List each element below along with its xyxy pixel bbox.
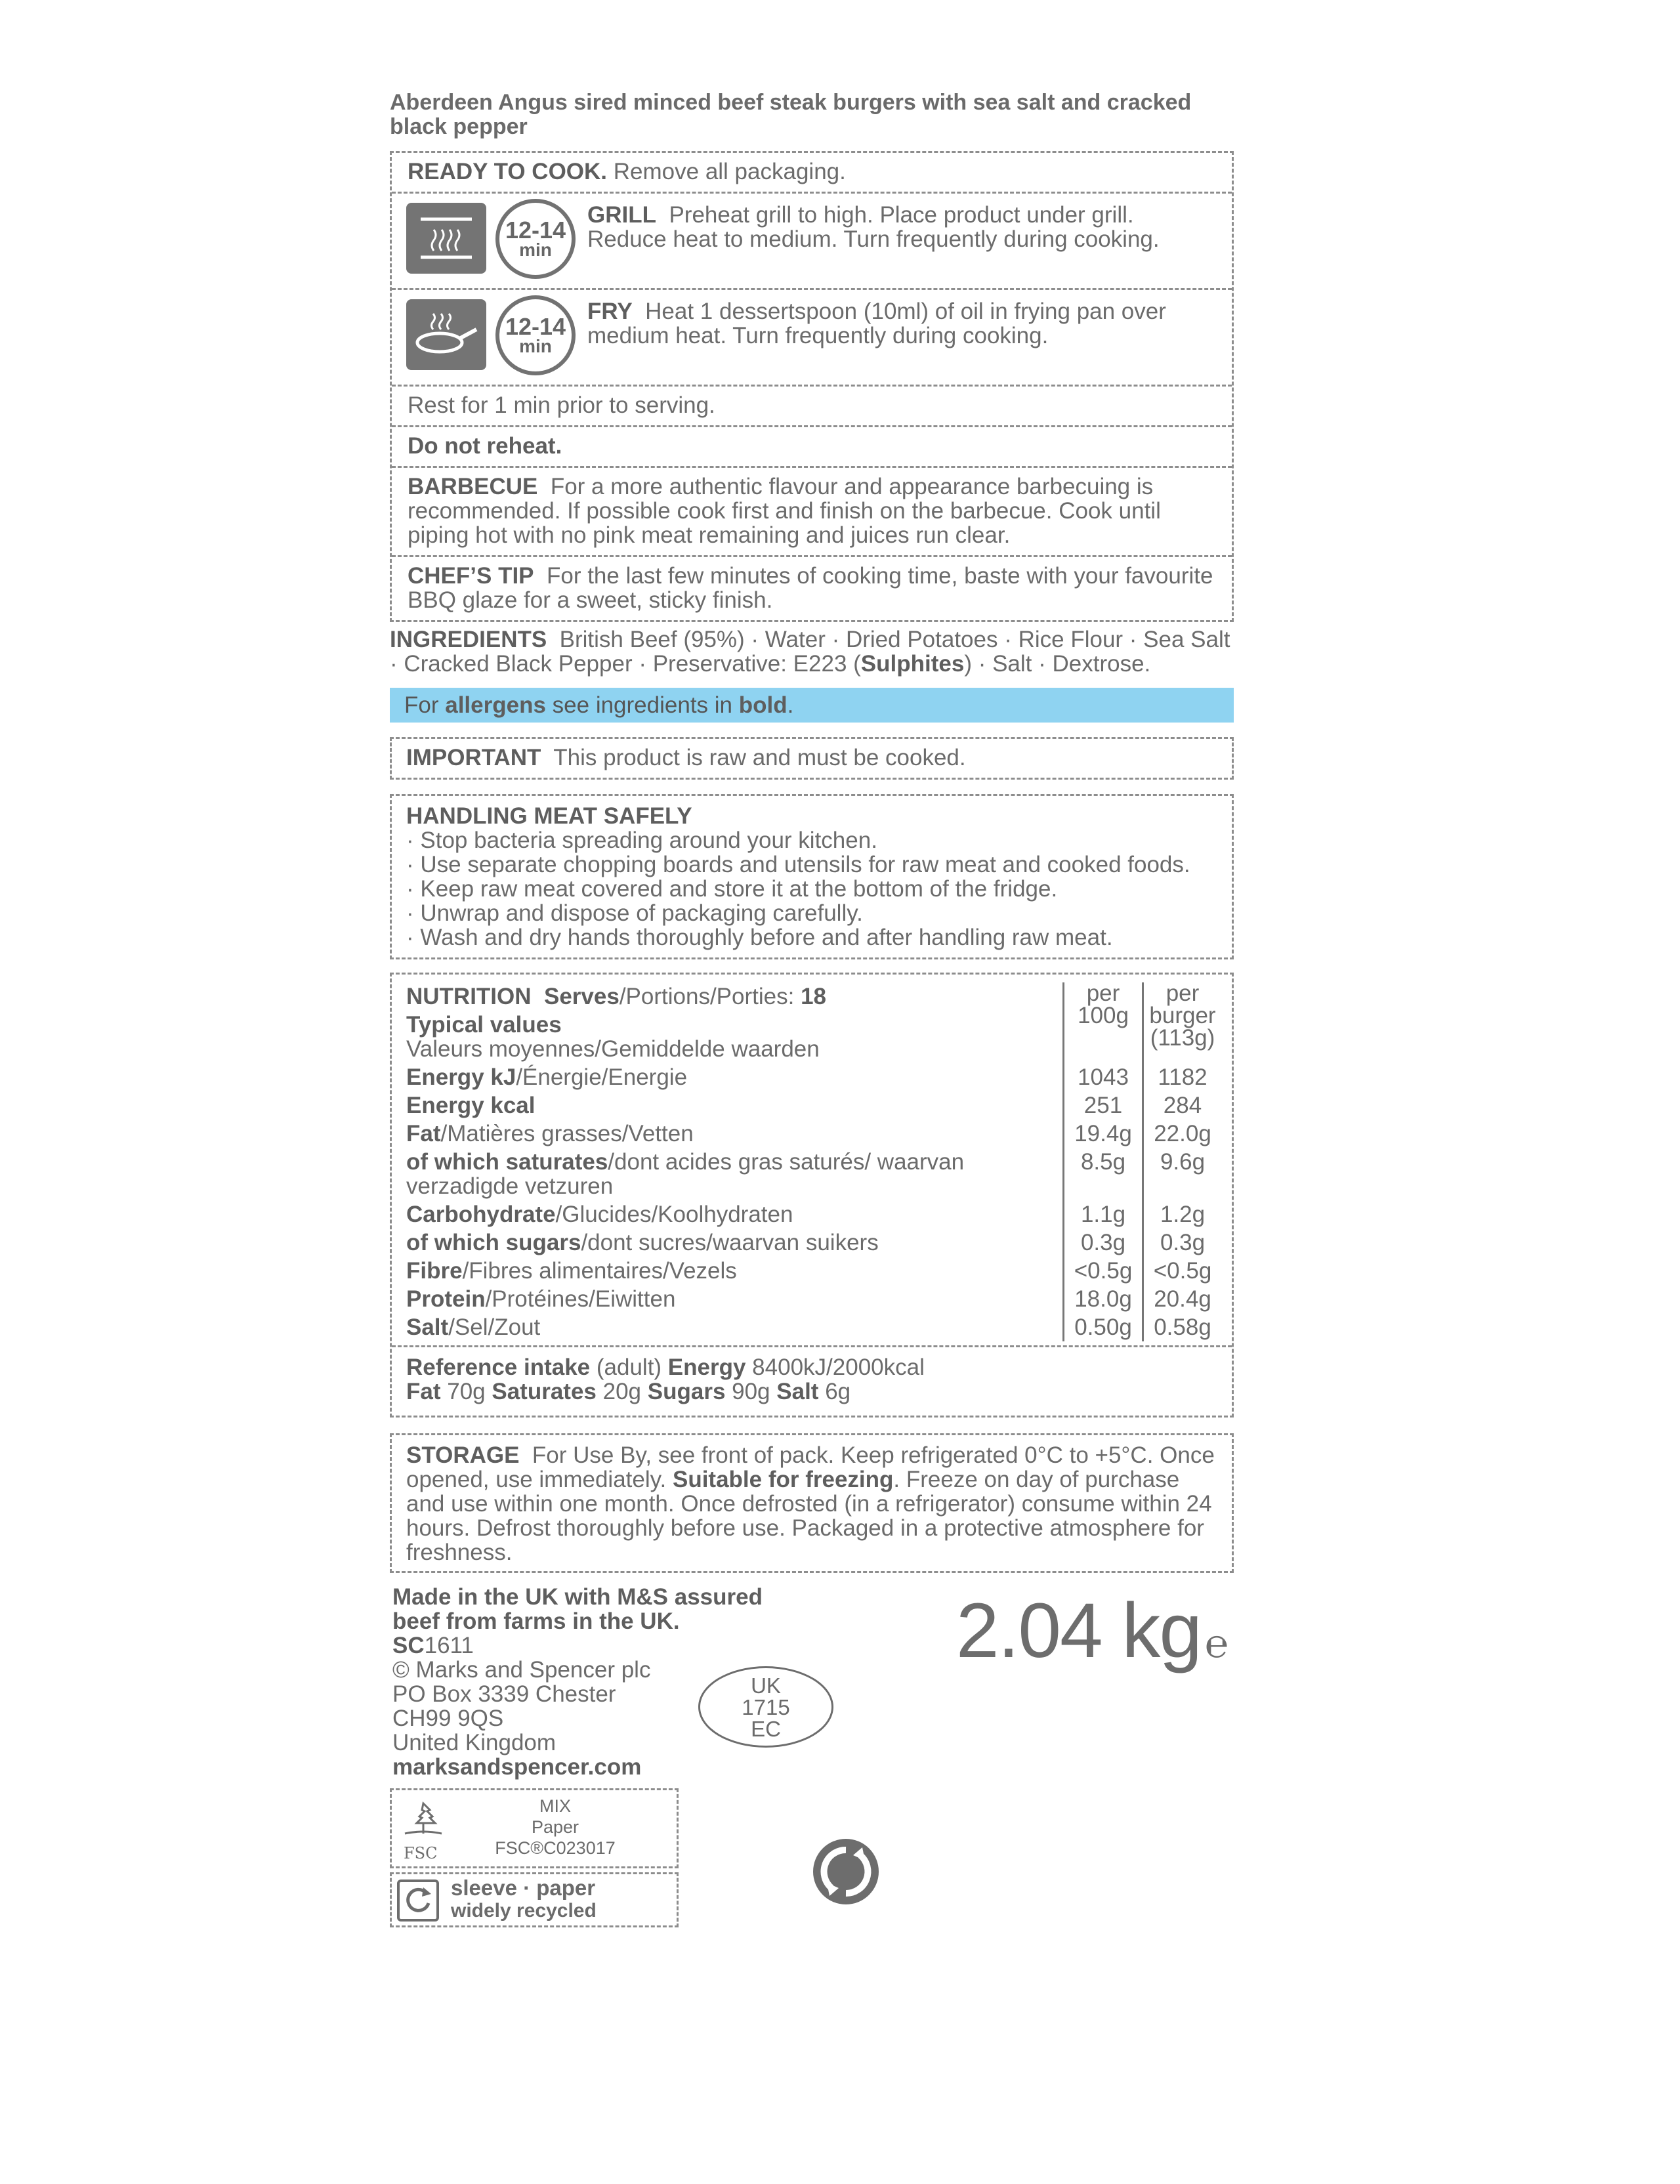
list-item: · Use separate chopping boards and utensils for raw meat and cooked foods. — [406, 852, 1190, 877]
oval-line-2: 1715 — [742, 1694, 790, 1719]
nutrient-translation: /Énergie/Energie — [516, 1064, 688, 1090]
nutrient-label — [406, 1148, 1064, 1200]
serves-value: 18 — [801, 984, 826, 1009]
value-per-burger: 0.3g — [1143, 1228, 1222, 1257]
value-per-100g: 0.3g — [1064, 1228, 1143, 1257]
ingredients — [390, 622, 1234, 684]
value-per-burger: 284 — [1143, 1091, 1222, 1120]
pack-label — [390, 91, 1234, 1926]
fry-text — [587, 299, 1219, 348]
value-per-100g: 251 — [1064, 1091, 1143, 1120]
handling-head-text: HANDLING MEAT SAFELY — [406, 803, 692, 829]
nutrient-label — [406, 1200, 1064, 1228]
nutrient-name: Energy kJ — [406, 1064, 516, 1090]
address-line: CH99 9QS — [392, 1706, 504, 1731]
grill-time: 12-14 — [505, 217, 566, 243]
ref-k: Salt — [776, 1379, 819, 1404]
value-per-burger: 1182 — [1143, 1063, 1222, 1091]
sleeve-text: sleeve · paper — [451, 1876, 596, 1900]
ref-i: Sugars — [647, 1379, 726, 1404]
nutrient-name: Carbohydrate — [406, 1202, 556, 1227]
list-item: · Keep raw meat covered and store it at the bottom of the fridge. — [406, 876, 1058, 902]
product-title: Aberdeen Angus sired minced beef steak burgers with sea salt and cracked black pepper — [390, 90, 1192, 139]
value-per-100g: 1043 — [1064, 1063, 1143, 1091]
reference-intake — [392, 1345, 1232, 1410]
timer-icon — [495, 295, 576, 375]
address-line: PO Box 3339 Chester — [392, 1681, 616, 1707]
nutrient-name: Fat — [406, 1121, 441, 1146]
nutrient-label — [406, 1313, 1064, 1341]
recycling-box — [390, 1872, 679, 1927]
handling-box — [390, 794, 1234, 959]
table-row — [406, 1313, 1221, 1341]
svg-text:FSC: FSC — [404, 1844, 438, 1862]
footer — [390, 1585, 1234, 1926]
origin-note — [392, 1585, 812, 1633]
allergen-c: see ingredients in — [545, 692, 739, 718]
nutrient-label — [406, 1257, 1064, 1285]
fsc-mix: MIX — [539, 1796, 571, 1816]
tip-text: For the last few minutes of cooking time, baste with your favourite BBQ glaze for a sweet, sticky finish. — [408, 563, 1213, 613]
serves-label: Serves — [544, 984, 620, 1009]
nutrient-translation: /Fibres alimentaires/Vezels — [462, 1258, 737, 1284]
ref-j: 90g — [725, 1379, 777, 1404]
value-per-burger: <0.5g — [1143, 1257, 1222, 1285]
fsc-code: FSC®C023017 — [495, 1838, 616, 1858]
fsc-text — [480, 1796, 631, 1858]
nutrition-head: NUTRITION — [406, 984, 532, 1009]
fry-unit: min — [519, 336, 552, 356]
table-row — [406, 1228, 1221, 1257]
address-line: © Marks and Spencer plc — [392, 1657, 651, 1683]
value-per-burger: 20.4g — [1143, 1285, 1222, 1313]
ingredients-text-b: ) · Salt · Dextrose. — [964, 651, 1151, 677]
grill-method — [392, 192, 1232, 288]
table-row — [406, 1063, 1221, 1091]
table-row — [406, 1285, 1221, 1313]
value-per-100g: 0.50g — [1064, 1313, 1143, 1341]
nutrient-name: Salt — [406, 1314, 449, 1340]
ingredients-head: INGREDIENTS — [390, 627, 547, 652]
ref-l: 6g — [818, 1379, 851, 1404]
nutrient-label — [406, 1228, 1064, 1257]
value-per-burger: 22.0g — [1143, 1120, 1222, 1148]
serves-rest: /Portions/Porties: — [619, 984, 801, 1009]
ref-b: (adult) — [590, 1354, 668, 1380]
oval-line-3: EC — [751, 1716, 781, 1741]
typical-values-sub: Valeurs moyennes/Gemiddelde waarden — [406, 1036, 820, 1062]
allergen-banner — [390, 688, 1234, 723]
freezing-note: Suitable for freezing — [672, 1467, 894, 1492]
table-row — [406, 1091, 1221, 1120]
health-mark-oval — [698, 1666, 833, 1748]
nutrient-name: of which saturates — [406, 1149, 608, 1175]
green-dot-icon — [810, 1836, 882, 1908]
nutrient-translation: /dont sucres/waarvan suikers — [581, 1230, 879, 1255]
value-per-burger: 0.58g — [1143, 1313, 1222, 1341]
nutrient-label — [406, 1091, 1064, 1120]
fsc-tree-icon — [398, 1797, 464, 1862]
nutrient-translation: /Sel/Zout — [448, 1314, 541, 1340]
nutrient-label — [406, 1285, 1064, 1313]
nutrient-translation: /dont acides gras saturés/ waarvan verzadigde vetzuren — [406, 1149, 965, 1199]
weight-value: 2.04 kg — [956, 1587, 1201, 1674]
value-per-100g: <0.5g — [1064, 1257, 1143, 1285]
handling-head — [406, 804, 1217, 828]
ref-e: Fat — [406, 1379, 441, 1404]
nutrient-name: Protein — [406, 1286, 486, 1312]
typical-values: Typical values — [406, 1012, 562, 1038]
recycled-text: widely recycled — [451, 1900, 597, 1922]
value-per-100g: 19.4g — [1064, 1120, 1143, 1148]
nutrient-label — [406, 1063, 1064, 1091]
sc-label: SC — [392, 1633, 425, 1658]
reheat-note — [392, 425, 1232, 466]
list-item: · Wash and dry hands thoroughly before and after handling raw meat. — [406, 925, 1113, 950]
col-per-burger: per burger (113g) — [1143, 982, 1222, 1063]
nutrition-header — [406, 982, 1064, 1063]
value-per-100g: 8.5g — [1064, 1148, 1143, 1200]
important-box — [390, 737, 1234, 780]
storage-head: STORAGE — [406, 1442, 520, 1468]
ref-a: Reference intake — [406, 1354, 591, 1380]
nutrient-name: of which sugars — [406, 1230, 581, 1255]
ref-d: 8400kJ/2000kcal — [746, 1354, 925, 1380]
cooking-box — [390, 151, 1234, 622]
allergen-sulphites: Sulphites — [860, 651, 965, 677]
bbq-text: For a more authentic flavour and appearance barbecuing is recommended. If possible cook first and finish on the barbecue. Cook until piping hot with no pink meat remaining and juices run clear. — [408, 474, 1161, 548]
nutrition-table — [406, 982, 1221, 1341]
storage-text-b: . Freeze on day of purchase and use within one month. Once defrosted (in a refrigerator) consume within 24 hours. Defrost thoroughly before use. Packaged in a protective atmosphere for freshness. — [406, 1467, 1212, 1565]
allergen-a: For — [404, 692, 446, 718]
storage-text-a: For Use By, see front of pack. Keep refrigerated 0°C to +5°C. Once opened, use immediately. — [406, 1442, 1215, 1492]
frying-pan-icon — [406, 299, 486, 370]
fry-instructions: Heat 1 dessertspoon (10ml) of oil in frying pan over medium heat. Turn frequently during cooking. — [587, 299, 1166, 348]
oval-line-1: UK — [751, 1673, 781, 1698]
bbq-head: BARBECUE — [408, 474, 538, 499]
timer-icon — [495, 199, 576, 279]
grill-unit: min — [519, 240, 552, 260]
ref-g: Saturates — [492, 1379, 597, 1404]
list-item: · Stop bacteria spreading around your kitchen. — [406, 828, 877, 853]
value-per-burger: 1.2g — [1143, 1200, 1222, 1228]
value-per-100g: 1.1g — [1064, 1200, 1143, 1228]
allergen-d: bold — [738, 692, 788, 718]
table-row — [406, 1257, 1221, 1285]
table-row — [406, 1200, 1221, 1228]
chefs-tip — [392, 555, 1232, 620]
fry-time: 12-14 — [505, 313, 566, 340]
tip-head: CHEF’S TIP — [408, 563, 534, 589]
origin-text: Made in the UK with M&S assured beef from farms in the UK. — [392, 1584, 763, 1634]
col-per-100g: per 100g — [1064, 982, 1143, 1063]
nutrient-name: Energy kcal — [406, 1093, 536, 1118]
rest-note: Rest for 1 min prior to serving. — [392, 385, 1232, 425]
grill-head: GRILL — [587, 202, 656, 228]
storage-box — [390, 1433, 1234, 1573]
table-row — [406, 982, 1221, 1063]
address-line: United Kingdom — [392, 1730, 556, 1755]
value-per-100g: 18.0g — [1064, 1285, 1143, 1313]
fry-method — [392, 288, 1232, 385]
ref-f: 70g — [440, 1379, 492, 1404]
reheat-text: Do not reheat. — [408, 433, 562, 459]
sc-number: 1611 — [424, 1633, 474, 1658]
fry-head: FRY — [587, 299, 633, 324]
ready-text: Remove all packaging. — [613, 159, 846, 184]
grill-icon — [406, 203, 486, 274]
nutrient-translation: /Protéines/Eiwitten — [485, 1286, 676, 1312]
nutrient-translation: /Glucides/Koolhydraten — [555, 1202, 793, 1227]
net-weight — [956, 1587, 1227, 1683]
nutrient-name: Fibre — [406, 1258, 463, 1284]
grill-instructions: Preheat grill to high. Place product under grill. Reduce heat to medium. Turn frequently during cooking. — [587, 202, 1160, 252]
fsc-box — [390, 1788, 679, 1868]
important-head: IMPORTANT — [406, 745, 541, 770]
ready-to-cook — [392, 153, 1232, 192]
recycle-arrow-icon — [397, 1880, 439, 1922]
ready-head: READY TO COOK. — [408, 159, 608, 184]
website-text: marksandspencer.com — [392, 1754, 642, 1780]
nutrition-box — [390, 973, 1234, 1418]
ingredients-text-a: British Beef (95%) · Water · Dried Potatoes · Rice Flour · Sea Salt · Cracked Black Pepper · Preservative: E223 ( — [390, 627, 1230, 677]
barbecue-note — [392, 466, 1232, 555]
ref-h: 20g — [596, 1379, 648, 1404]
allergen-e: . — [787, 692, 794, 718]
fsc-paper: Paper — [531, 1817, 579, 1837]
table-row — [406, 1120, 1221, 1148]
website — [392, 1755, 852, 1779]
supplier-code — [392, 1633, 852, 1658]
value-per-burger: 9.6g — [1143, 1148, 1222, 1200]
important-text: This product is raw and must be cooked. — [553, 745, 966, 770]
grill-text — [587, 203, 1219, 251]
nutrient-translation: /Matières grasses/Vetten — [440, 1121, 694, 1146]
nutrient-label — [406, 1120, 1064, 1148]
allergen-b: allergens — [445, 692, 546, 718]
ref-c: Energy — [667, 1354, 746, 1380]
table-row — [406, 1148, 1221, 1200]
estimated-mark: ℮ — [1204, 1622, 1227, 1666]
list-item: · Unwrap and dispose of packaging carefully. — [406, 900, 863, 926]
